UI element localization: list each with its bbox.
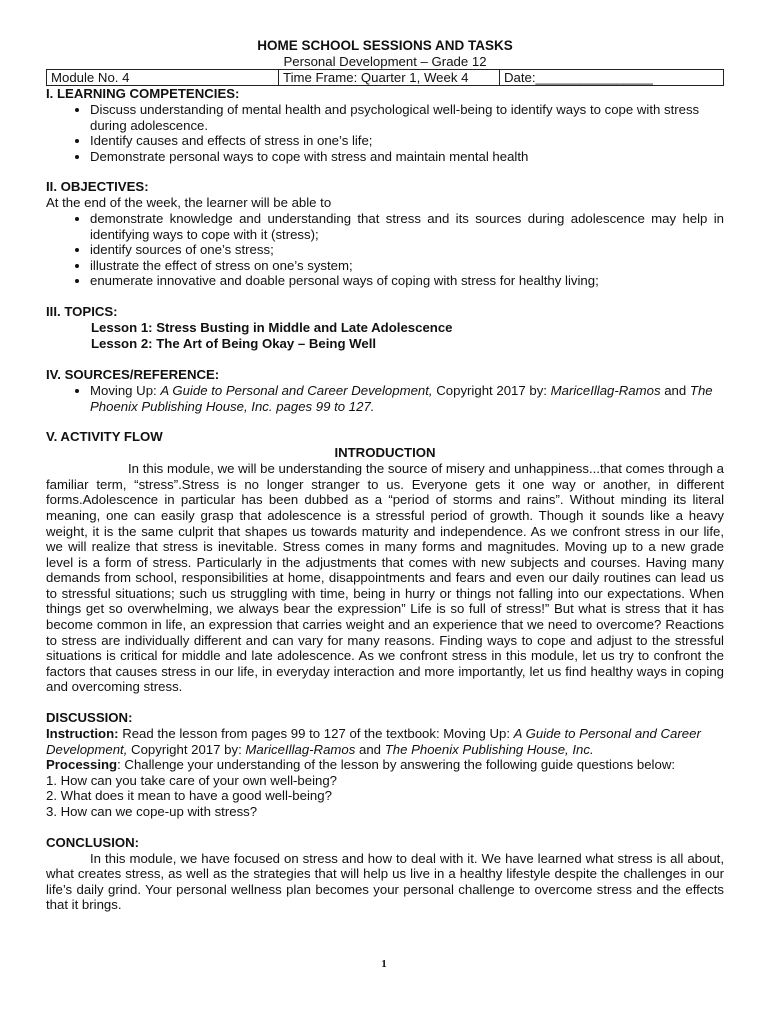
discussion-heading: DISCUSSION: (46, 710, 133, 726)
sources-heading: IV. SOURCES/REFERENCE: (46, 366, 220, 382)
reference-prefix: Moving Up: (90, 382, 161, 398)
reference-copyright: Copyright 2017 by: (432, 382, 551, 398)
competencies-list (46, 102, 724, 164)
date-cell: Date:________________ (500, 70, 724, 86)
list-item: • enumerate innovative and doable personal ways of coping with stress for healthy living; (90, 273, 724, 289)
reference-publisher: The Phoenix Publishing House, Inc. pages 99 to 127. (90, 382, 713, 414)
instruction-book-title: A Guide to Personal and Career Development, (46, 726, 701, 757)
objectives-intro: At the end of the week, the learner will be able to (46, 195, 332, 211)
instruction-and: and (355, 741, 385, 757)
introduction-text: In this module, we will be understanding the source of misery and unhappiness...that comes through a familiar term, “stress”.Stress is no longer stranger to us. Everyone gets it one way or another, in different forms.Adolescence in particular has been dubbed as a “period of storms and rains”. Without minding its literal meaning, one can easily grasp that adolescence is a stressful period of growth. Though it sounds like a heavy weight, it is the same culprit that shapes us towards maturity and independence. As we confront stress in our life, we will realize that stress is inevitable. Stress comes in many forms and magnitudes. Moving up to a new grade level is a form of stress. Particularly in the adjustments that comes with new subjects and courses. Having many demands from school, responsibilities at home, disappointments and fears and even our daily routines can lead us to stressful situations; such us struggling with time, being in hurry or things not falling into our expectations. When things get so overwhelming, we always bear the expression” Life is so full of stress!” But what is stress that it has become common in life, an expression that carries weight and an experience that we need to overcome? Reactions to stress are individually different and can vary for many reasons. Finding ways to cope and adjust to the stressful situations is critical for middle and late adolescence. As we confront stress in this module, let us try to confront the factors that causes stress in our life, in everyday interaction and more importantly, let us find healthy ways in coping and overcoming stress. (46, 461, 724, 695)
reference-and: and (660, 382, 690, 398)
reference-book-title: A Guide to Personal and Career Development, (160, 382, 433, 398)
processing-paragraph (46, 757, 724, 773)
instruction-publisher: The Phoenix Publishing House, Inc. (384, 741, 594, 757)
list-item: • Demonstrate personal ways to cope with stress and maintain mental health (90, 149, 724, 165)
activity-flow-heading: V. ACTIVITY FLOW (46, 429, 163, 445)
lesson-2-title: Lesson 2: The Art of Being Okay – Being Well (91, 335, 377, 351)
list-item: • demonstrate knowledge and understanding that stress and its sources during adolescence may help in identifying ways to cope with it (stress); (90, 211, 724, 242)
topics-heading: III. TOPICS: (46, 303, 118, 319)
guide-question: 1. How can you take care of your own well-being? (46, 772, 338, 788)
guide-question: 2. What does it mean to have a good well-being? (46, 788, 332, 804)
conclusion-heading: CONCLUSION: (46, 834, 140, 850)
page-number: 1 (381, 958, 387, 970)
instruction-label: Instruction: (46, 726, 119, 742)
document-subtitle: Personal Development – Grade 12 (283, 54, 487, 69)
objectives-list (46, 211, 724, 289)
instruction-paragraph (46, 726, 724, 757)
time-frame-cell: Time Frame: Quarter 1, Week 4 (279, 70, 500, 86)
list-item: • Identify causes and effects of stress in one’s life; (90, 133, 724, 149)
instruction-author: MariceIllag-Ramos (245, 741, 356, 757)
list-item: • Discuss understanding of mental health and psychological well-being to identify ways to cope with stress during adolescence. (90, 102, 724, 133)
introduction-heading: INTRODUCTION (334, 445, 436, 461)
reference-author: MariceIllag-Ramos (550, 382, 661, 398)
guide-question: 3. How can we cope-up with stress? (46, 804, 258, 819)
conclusion-text: In this module, we have focused on stress and how to deal with it. We have learned what stress is all about, what creates stress, as well as the strategies that will help us live in a healthy lifestyle despite the challenges in our life’s daily grind. Your personal wellness plan becomes your personal challenge to overcome stress and the effects that it brings. (46, 850, 724, 913)
reference-item (90, 383, 724, 414)
instruction-copyright: Copyright 2017 by: (127, 741, 246, 757)
processing-label: Processing (46, 757, 118, 773)
document-page (46, 38, 724, 913)
lesson-1-title: Lesson 1: Stress Busting in Middle and Late Adolescence (91, 319, 453, 335)
competencies-heading: I. LEARNING COMPETENCIES: (46, 86, 240, 101)
instruction-text: Read the lesson from pages 99 to 127 of the textbook: Moving Up: (118, 726, 514, 742)
list-item: • identify sources of one’s stress; (90, 242, 724, 258)
document-title: HOME SCHOOL SESSIONS AND TASKS (257, 38, 513, 53)
module-number-cell: Module No. 4 (47, 70, 279, 86)
list-item: • illustrate the effect of stress on one’s system; (90, 258, 724, 274)
objectives-heading: II. OBJECTIVES: (46, 179, 149, 195)
module-info-table (46, 69, 724, 86)
sources-list (46, 383, 724, 414)
processing-text: : Challenge your understanding of the lesson by answering the following guide questions below: (117, 757, 676, 773)
